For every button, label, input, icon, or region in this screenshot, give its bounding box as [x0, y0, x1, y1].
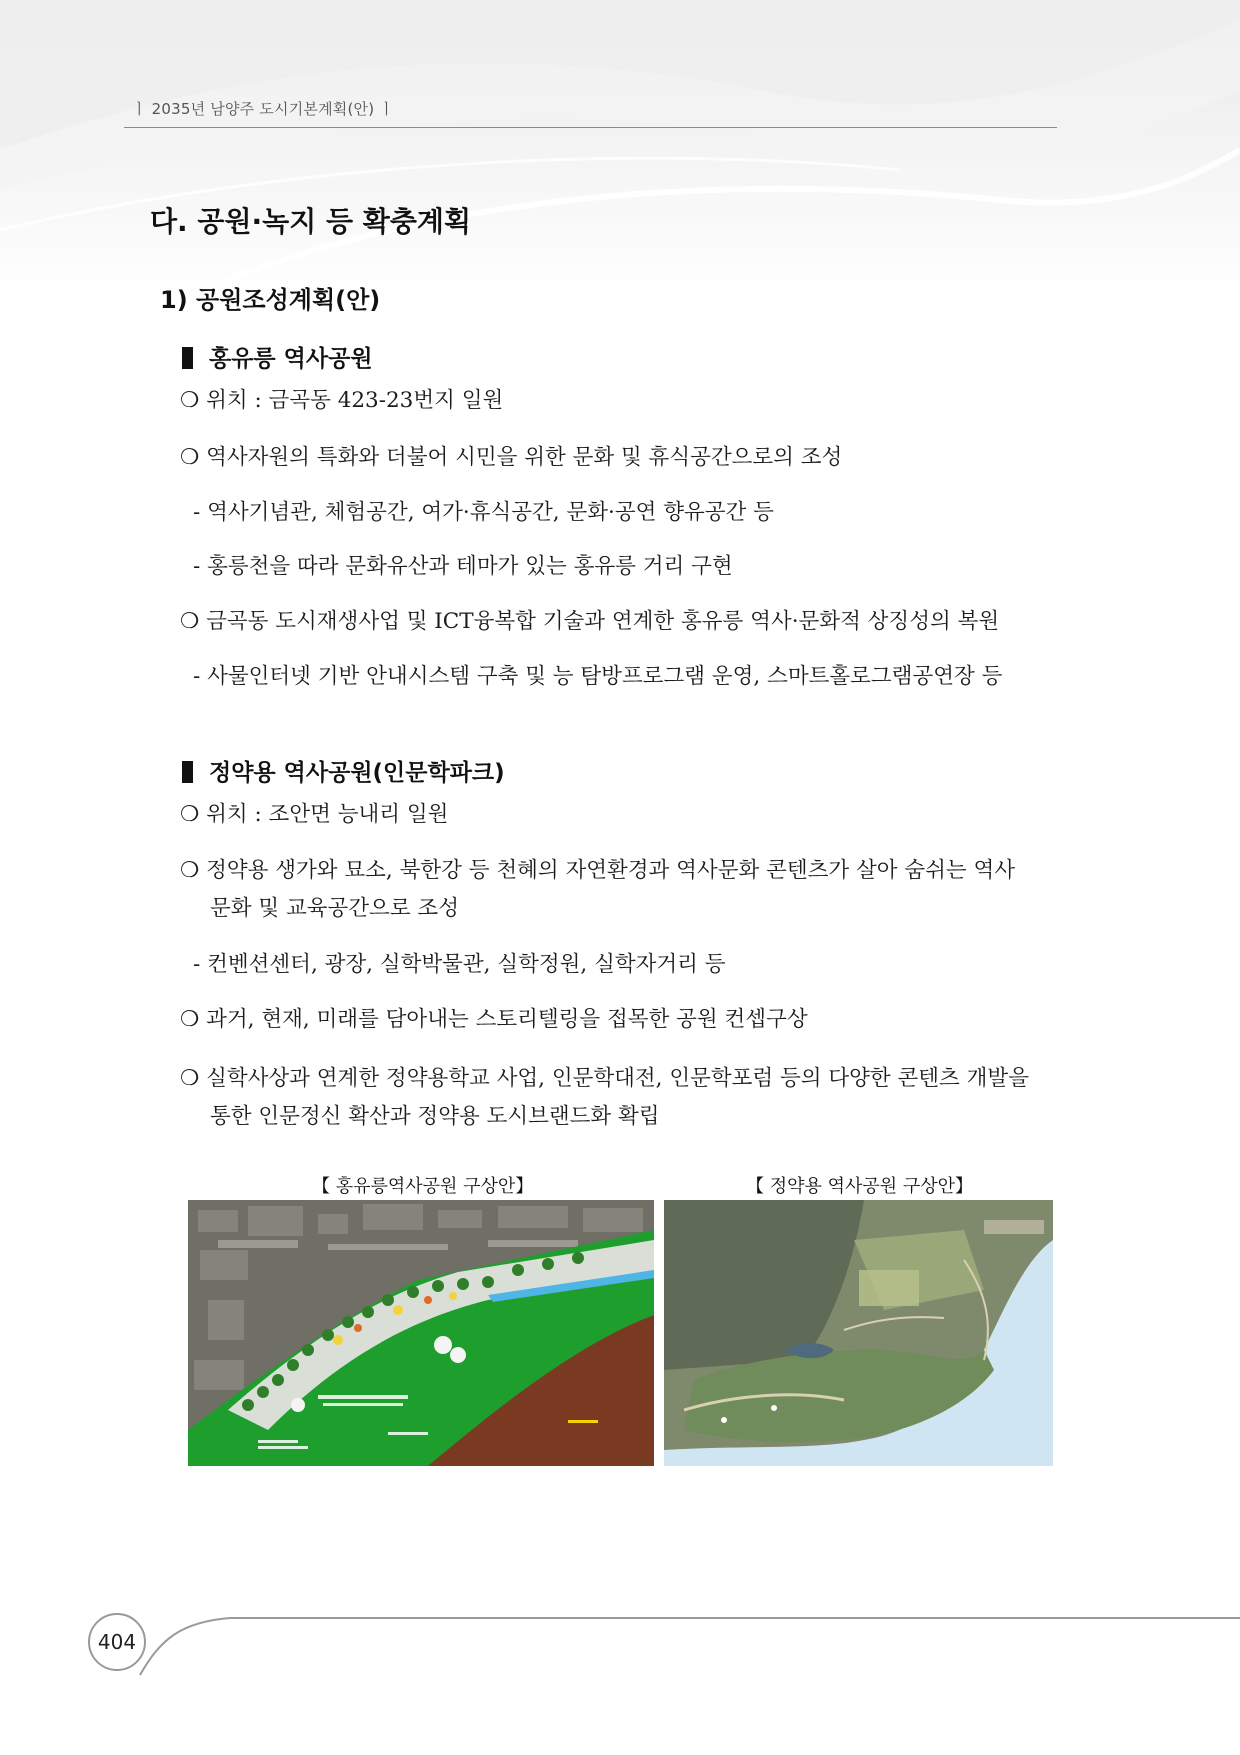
- park2-heading-text: 정약용 역사공원(인문학파크): [209, 760, 505, 786]
- park1-heading: [182, 340, 373, 373]
- hongyureung-park-plan-image: [188, 1200, 654, 1466]
- figure-caption-right: 【 정약용 역사공원 구상안】: [746, 1176, 974, 1197]
- park2-bullet-continued: 통한 인문정신 확산과 정약용 도시브랜드화 확립: [210, 1104, 660, 1129]
- footer-swoosh-decoration: [0, 1600, 1240, 1690]
- park2-bullet-continued: 문화 및 교육공간으로 조성: [210, 896, 459, 921]
- park1-dash: - 사물인터넷 기반 안내시스템 구축 및 능 탐방프로그램 운영, 스마트홀로그램공연장 등: [193, 664, 1003, 689]
- square-bullet-icon: [182, 761, 193, 783]
- running-header: ㅣ 2035년 남양주 도시기본계획(안) ㅣ: [132, 100, 394, 118]
- header-rule: [124, 127, 1057, 128]
- park1-heading-text: 홍유릉 역사공원: [209, 346, 373, 372]
- park2-bullet: ❍ 실학사상과 연계한 정약용학교 사업, 인문학대전, 인문학포럼 등의 다양한 콘텐츠 개발을: [180, 1066, 1029, 1091]
- park2-bullet: ❍ 과거, 현재, 미래를 담아내는 스토리텔링을 접목한 공원 컨셉구상: [180, 1007, 808, 1032]
- jeong-yakyong-park-aerial-image: [664, 1200, 1053, 1466]
- park1-bullet: ❍ 역사자원의 특화와 더불어 시민을 위한 문화 및 휴식공간으로의 조성: [180, 445, 843, 470]
- park1-bullet: ❍ 금곡동 도시재생사업 및 ICT융복합 기술과 연계한 홍유릉 역사·문화적 상징성의 복원: [180, 609, 1000, 634]
- page-number: 404: [88, 1613, 146, 1671]
- figure-caption-left: 【 홍유릉역사공원 구상안】: [312, 1176, 534, 1197]
- park2-heading: [182, 754, 505, 787]
- park2-location: ❍ 위치 : 조안면 능내리 일원: [180, 802, 449, 827]
- subsection-title: 1) 공원조성계획(안): [160, 286, 381, 314]
- square-bullet-icon: [182, 347, 193, 369]
- section-title: 다. 공원·녹지 등 확충계획: [150, 205, 471, 238]
- park1-location: ❍ 위치 : 금곡동 423-23번지 일원: [180, 388, 504, 413]
- park1-dash: - 역사기념관, 체험공간, 여가·휴식공간, 문화·공연 향유공간 등: [193, 500, 774, 525]
- header-wave-decoration: [0, 0, 1240, 300]
- park2-dash: - 컨벤션센터, 광장, 실학박물관, 실학정원, 실학자거리 등: [193, 952, 726, 977]
- park1-dash: - 홍릉천을 따라 문화유산과 테마가 있는 홍유릉 거리 구현: [193, 554, 733, 579]
- park2-bullet: ❍ 정약용 생가와 묘소, 북한강 등 천혜의 자연환경과 역사문화 콘텐츠가 살아 숨쉬는 역사: [180, 858, 1016, 883]
